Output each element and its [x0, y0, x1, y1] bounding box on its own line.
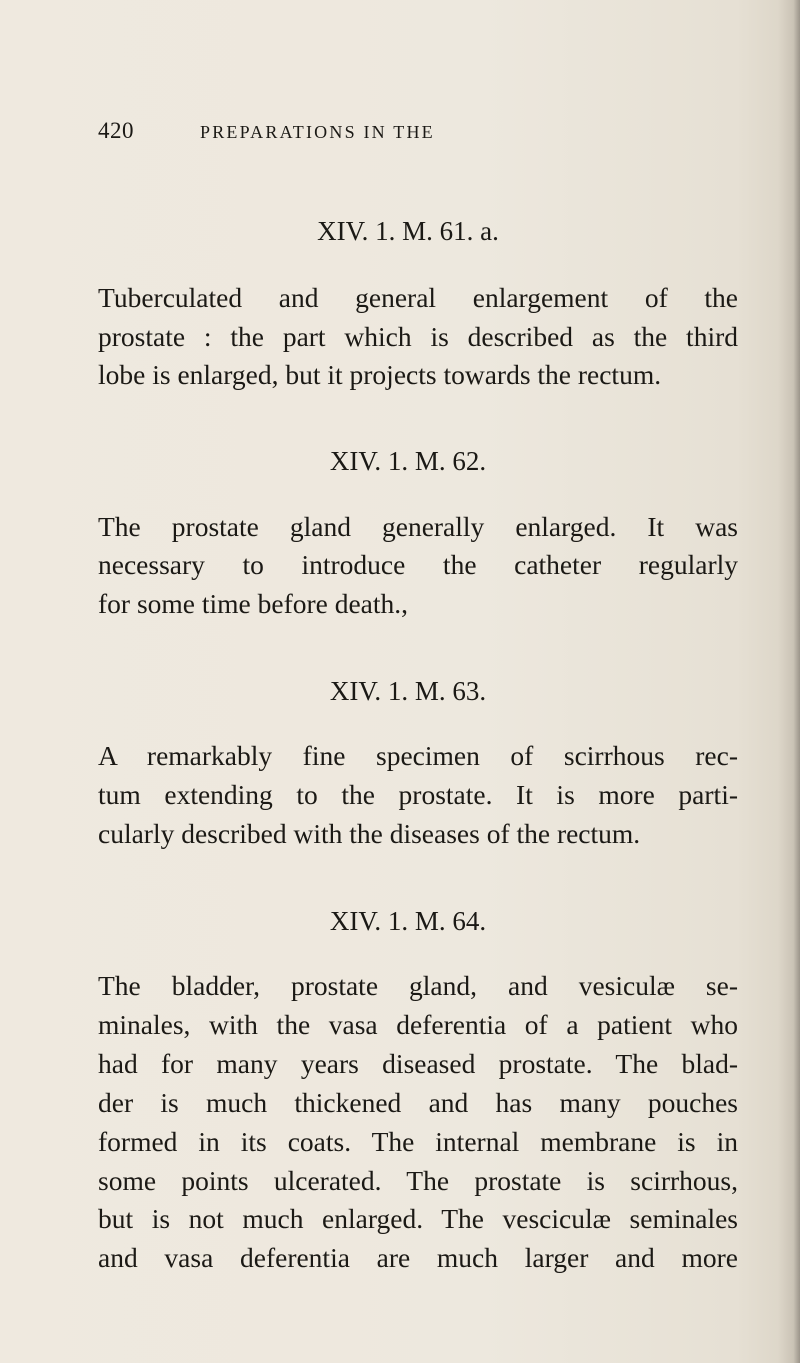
entry-text-line: lobe is enlarged, but it projects towards the rectum. [98, 359, 662, 390]
entry-text-line: but is not much enlarged. The vesciculæ seminales [98, 1203, 738, 1234]
entry-heading: XIV. 1. M. 62. [329, 446, 487, 476]
entry-text-line: cularly described with the diseases of the rectum. [98, 818, 641, 849]
entry-text-line: formed in its coats. The internal membrane is in [98, 1126, 738, 1157]
entry-text-line: Tuberculated and general enlargement of the [98, 282, 738, 313]
entry-text-line: necessary to introduce the catheter regularly [98, 549, 738, 580]
entry-heading: XIV. 1. M. 64. [329, 906, 487, 936]
entry-text-line: The prostate gland generally enlarged. It was [98, 511, 738, 542]
entry-heading: XIV. 1. M. 61. a. [317, 216, 499, 246]
entry-text-line: A remarkably fine specimen of scirrhous rec- [98, 740, 738, 771]
entry-text-line: The bladder, prostate gland, and vesiculæ se- [98, 970, 738, 1001]
entry-text-line: had for many years diseased prostate. The blad- [98, 1048, 738, 1079]
entry-text-line: for some time before death., [98, 588, 409, 619]
entry-text-line: some points ulcerated. The prostate is scirrhous, [98, 1165, 738, 1196]
entry-text-line: minales, with the vasa deferentia of a patient who [98, 1009, 738, 1040]
running-head: PREPARATIONS IN THE [200, 122, 435, 142]
page-header [0, 118, 800, 158]
entry-heading: XIV. 1. M. 63. [329, 676, 487, 706]
entry-text-line: prostate : the part which is described as the third [98, 321, 738, 352]
entry-text-line: tum extending to the prostate. It is more parti- [98, 779, 738, 810]
entry-text-line: der is much thickened and has many pouches [98, 1087, 738, 1118]
page-number: 420 [98, 118, 134, 143]
entry-text-line: and vasa deferentia are much larger and more [98, 1242, 738, 1273]
